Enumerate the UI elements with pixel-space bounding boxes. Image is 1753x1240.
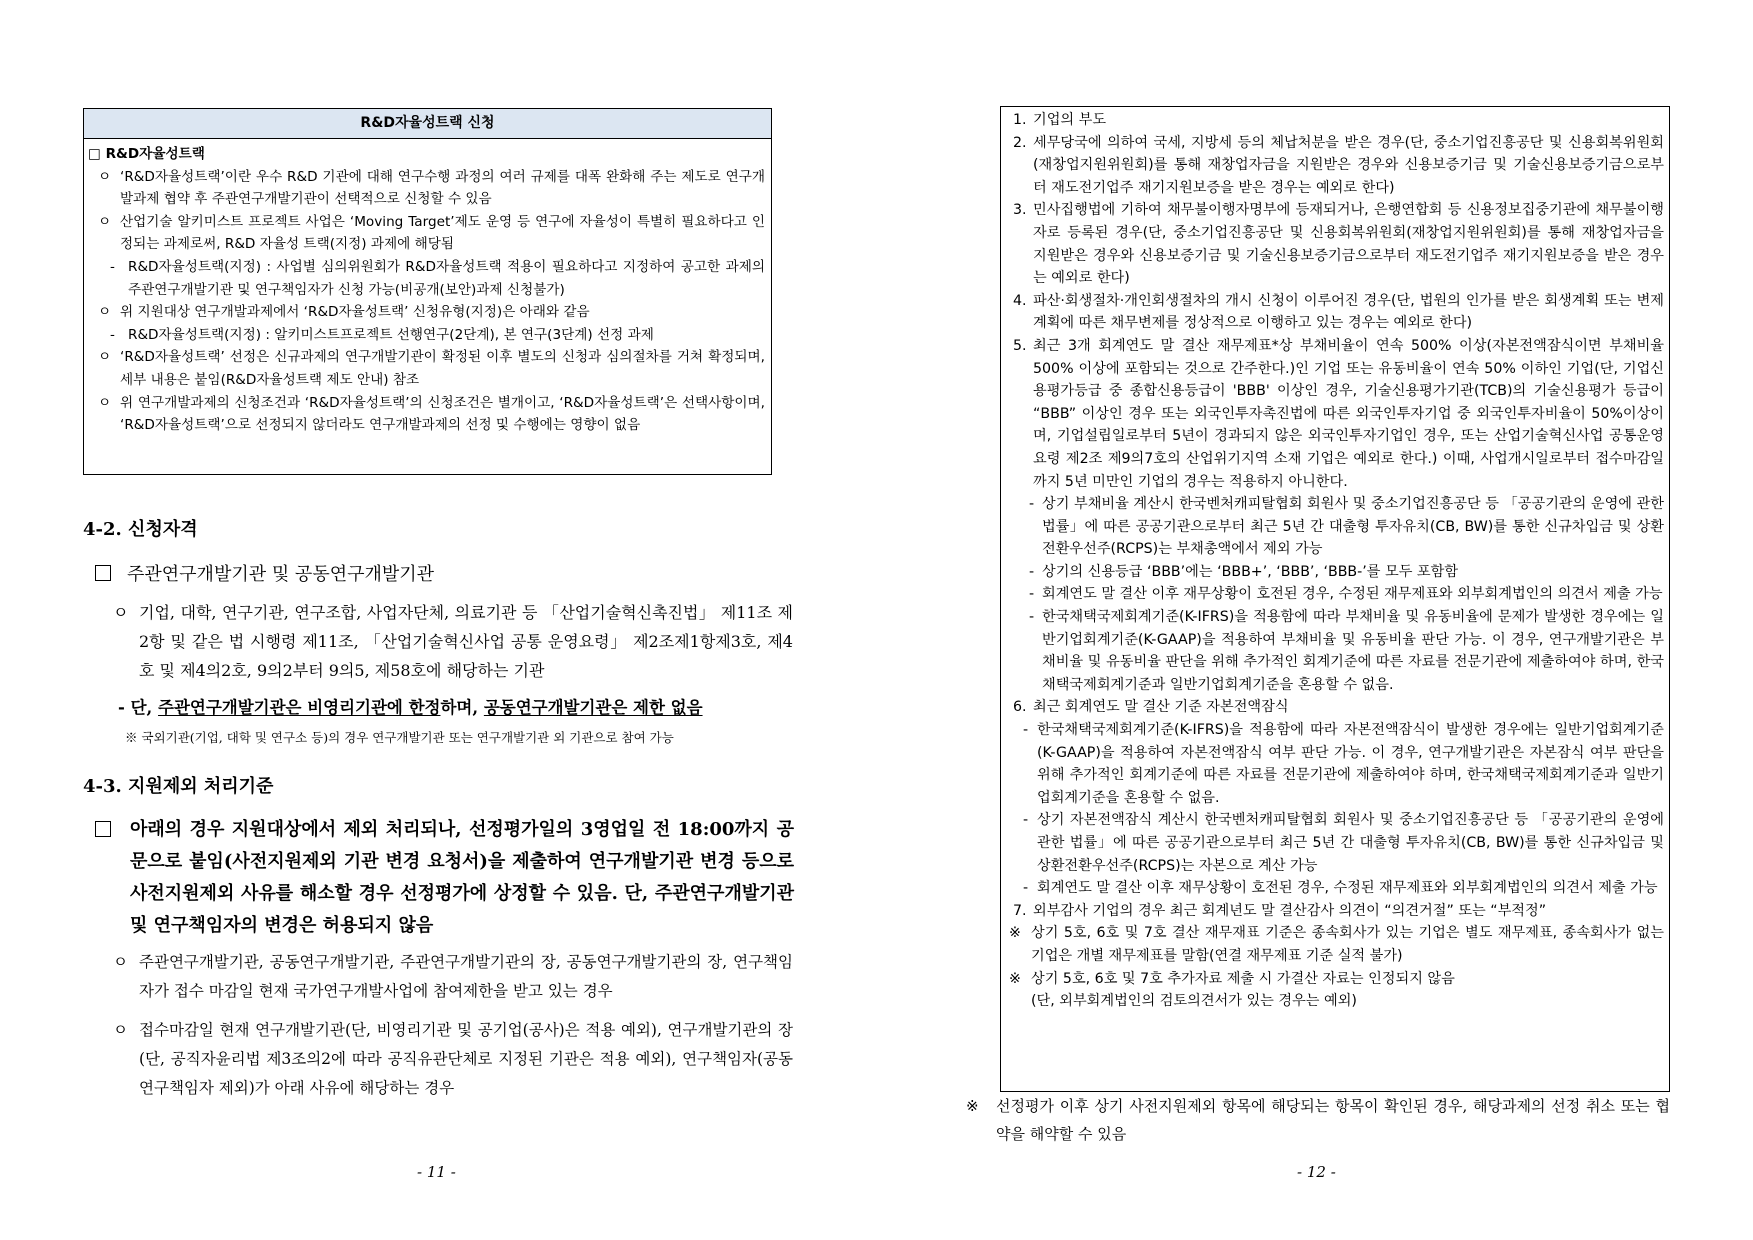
- item-marker: ㅇ: [98, 394, 112, 411]
- reason-text: 상기 자본전액잠식 계산시 한국벤처캐피탈협회 회원사 및 중소기업진흥공단 등 「공공기관의 운영에 관한 법률」에 따른 공공기관으로부터 최근 5년 간 대출형 투자유치(CB, BW)를 통한 신규차입금 및 상환전환우선주(RCPS)는 자본으로 계산 가능: [1037, 812, 1664, 874]
- item-marker: -: [110, 326, 115, 343]
- exclusion-item-1-text: 주관연구개발기관, 공동연구개발기관, 주관연구개발기관의 장, 공동연구개발기관의 장, 연구책임자가 접수 마감일 현재 국가연구개발사업에 참여제한을 받고 있는 경우: [139, 953, 793, 1000]
- reason-text: 최근 3개 회계연도 말 결산 재무제표*상 부채비율이 연속 500% 이상(자본전액잠식이면 부채비율 500% 이상에 포함되는 것으로 간주한다.)인 기업 또는 유동비율이 연속 50% 이하인 기업(단, 기업신용평가등급 중 종합신용등급이 'BBB' 이상인 경우, 기술신용평가기관(TCB)의 기술신용평가 등급이 “BBB” 이상인 경우 또는 외국인투자촉진법에 따른 외국인투자기업 중 외국인투자비율이 50%이상이며, 기업설립일로부터 5년이 경과되지 않은 외국인투자기업인 경우, 또는 산업기술혁신사업 공통운영요령 제2조 제9의7호의 산업위기지역 소재 기업은 예외로 한다.) 이때, 사업개시일로부터 접수마감일까지 5년 미만인 기업의 경우는 적용하지 아니한다.: [1033, 337, 1664, 490]
- restriction-mid: 하며,: [440, 698, 484, 717]
- restriction-line: [118, 693, 703, 722]
- reason-marker: 7.: [1013, 902, 1027, 919]
- exclusion-reason-item: [1001, 561, 1664, 584]
- exclusion-item-1: [113, 948, 793, 1006]
- item-text: 위 연구개발과제의 신청조건과 ‘R&D자율성트랙’의 신청조건은 별개이고, ‘R&D자율성트랙’은 선택사항이며, ‘R&D자율성트랙’으로 선정되지 않더라도 연구개발과제의 선정 및 수행에는 영향이 없음: [120, 394, 765, 434]
- reason-marker: -: [1029, 609, 1035, 626]
- restriction-prefix: - 단,: [118, 698, 159, 717]
- reason-text: 상기 부채비율 계산시 한국벤처캐피탈협회 회원사 및 중소기업진흥공단 등 「공공기관의 운영에 관한 법률」에 따른 공공기관으로부터 최근 5년 간 대출형 투자유치(CB, BW)를 통한 신규차입금 및 상환전환우선주(RCPS)는 부채총액에서 제외 가능: [1042, 496, 1664, 558]
- track-box-subtitle: □ R&D자율성트랙: [88, 146, 205, 162]
- circle-bullet: ㅇ: [113, 1021, 128, 1039]
- reason-text: 파산·회생절차·개인회생절차의 개시 신청이 이루어진 경우(단, 법원의 인가를 받은 회생계획 또는 변제계획에 따른 채무변제를 정상적으로 이행하고 있는 경우는 예외로 한다): [1033, 292, 1664, 332]
- reason-text: 한국채택국제회계기준(K-IFRS)을 적용함에 따라 자본전액잠식이 발생한 경우에는 일반기업회계기준(K-GAAP)을 적용하여 자본전액잠식 여부 판단 가능. 이 경우, 연구개발기관은 자본잠식 여부 판단을 위해 추가적인 회계기준에 따른 자료를 전문기관에 제출하여야 하며, 한국채택국제회계기준과 일반기업회계기준을 혼용할 수 없음.: [1037, 722, 1664, 806]
- reason-marker: -: [1023, 722, 1029, 739]
- section-4-2-title: 4-2. 신청자격: [83, 519, 198, 540]
- page-11: [0, 0, 876, 1240]
- reason-marker: 2.: [1013, 134, 1027, 151]
- circle-bullet: ㅇ: [113, 603, 129, 622]
- reason-text: 회계연도 말 결산 이후 재무상황이 호전된 경우, 수정된 재무제표와 외부회계법인의 의견서 제출 가능: [1037, 880, 1658, 897]
- box-title-text: 주관연구개발기관 및 공동연구개발기관: [127, 564, 435, 585]
- reason-text: 상기 5호, 6호 및 7호 결산 재무재표 기준은 종속회사가 있는 기업은 별도 재무제표, 종속회사가 없는 기업은 개별 재무제표를 말함(연결 재무제표 기준 실적 불가): [1031, 925, 1664, 964]
- exclusion-reason-item: [1001, 132, 1664, 200]
- restriction-lead-org: 주관연구개발기관은 비영리기관에 한정: [158, 698, 441, 717]
- square-bullet-icon: [95, 821, 111, 837]
- reason-marker: 4.: [1013, 292, 1027, 309]
- reason-marker: 1.: [1013, 112, 1027, 128]
- item-text: R&D자율성트랙(지정) : 사업별 심의위원회가 R&D자율성트랙 적용이 필요하다고 지정하여 공고한 과제의 주관연구개발기관 및 연구책임자가 신청 가능(비공개(보안)과제 신청불가): [128, 258, 765, 298]
- exclusion-reason-item: [1001, 606, 1664, 696]
- foreign-org-note: ※ 국외기관(기업, 대학 및 연구소 등)의 경우 연구개발기관 또는 연구개발기관 외 기관으로 참여 가능: [125, 730, 674, 745]
- reason-text: 기업의 부도: [1033, 112, 1107, 128]
- square-bullet-icon: [95, 565, 111, 581]
- item-text: R&D자율성트랙(지정) : 알키미스트프로젝트 선행연구(2단계), 본 연구(3단계) 선정 과제: [128, 326, 654, 343]
- exclusion-reason-item: [1001, 809, 1664, 877]
- section-4-3-box-bullet: [95, 820, 127, 841]
- rd-autonomy-track-box: [83, 108, 772, 475]
- reason-text: 민사집행법에 기하여 채무불이행자명부에 등재되거나, 은행연합회 등 신용정보집중기관에 채무불이행자로 등록된 경우(단, 중소기업진흥공단 및 신용회복위원회(재창업지원위원회)를 통해 재창업자금을 지원받은 경우와 신용보증기금 및 기술신용보증기금으로부터 재도전기업주 재기지원보증을 받은 경우는 예외로 한다): [1033, 202, 1664, 287]
- reason-text: (단, 외부회계법인의 검토의견서가 있는 경우는 예외): [1031, 993, 1357, 1010]
- exclusion-reason-item: [1001, 900, 1664, 923]
- item-marker: -: [110, 258, 115, 275]
- reason-marker: -: [1029, 563, 1035, 580]
- note-text: 선정평가 이후 상기 사전지원제외 항목에 해당되는 항목이 확인된 경우, 해당과제의 선정 취소 또는 협약을 해약할 수 있음: [996, 1097, 1670, 1143]
- track-sub-item: [88, 256, 765, 301]
- item-text: ‘R&D자율성트랙’이란 우수 R&D 기관에 대해 연구수행 과정의 여러 규제를 대폭 완화해 주는 제도로 연구개발과제 협약 후 주관연구개발기관이 선택적으로 신청할 수 있음: [120, 168, 765, 208]
- exclusion-reason-item: [1001, 290, 1664, 335]
- exclusion-reason-item: [1001, 199, 1664, 289]
- reason-text: 외부감사 기업의 경우 최근 회계년도 말 결산감사 의견이 “의견거절” 또는 “부적정”: [1033, 902, 1547, 919]
- reason-text: 세무당국에 의하여 국세, 지방세 등의 체납처분을 받은 경우(단, 중소기업진흥공단 및 신용회복위원회(재창업지원위원회)를 통해 재창업자금을 지원받은 경우와 신용보증기금 및 기술신용보증기금으로부터 재도전기업주 재기지원보증을 받은 경우는 예외로 한다): [1033, 134, 1664, 196]
- reason-marker: -: [1023, 812, 1029, 829]
- page-number: - 12 -: [1297, 1163, 1336, 1181]
- exclusion-reasons-list: [1001, 107, 1669, 1013]
- exclusion-reasons-box: [1000, 106, 1670, 1092]
- reason-text: 회계연도 말 결산 이후 재무상황이 호전된 경우, 수정된 재무제표와 외부회계법인의 의견서 제출 가능: [1042, 586, 1663, 603]
- note-marker: ※: [966, 1097, 979, 1115]
- reason-text: 상기의 신용등급 ‘BBB’에는 ‘BBB+’, ‘BBB’, ‘BBB-’를 모두 포함함: [1042, 563, 1459, 580]
- item-marker: ㅇ: [98, 213, 112, 230]
- exclusion-item-2-text: 접수마감일 현재 연구개발기관(단, 비영리기관 및 공기업(공사)은 적용 예외), 연구개발기관의 장(단, 공직자윤리법 제3조의2에 따라 공직유관단체로 지정된 기관은 적용 예외), 연구책임자(공동연구책임자 제외)가 아래 사유에 해당하는 경우: [139, 1021, 793, 1097]
- track-item: [88, 392, 765, 437]
- item-text: 산업기술 알키미스트 프로젝트 사업은 ‘Moving Target’제도 운영 등 연구에 자율성이 특별히 필요하다고 인정되는 과제로써, R&D 자율성 트랙(지정) 과제에 해당됨: [120, 213, 765, 253]
- exclusion-item-2: [113, 1016, 793, 1103]
- page-number: - 11 -: [417, 1163, 456, 1181]
- track-item: [88, 166, 765, 211]
- track-box-header: R&D자율성트랙 신청: [84, 109, 771, 139]
- reason-text: 최근 회계연도 말 결산 기준 자본전액잠식: [1033, 699, 1289, 716]
- track-sub-item: [88, 324, 765, 347]
- reason-text: 한국채택국제회계기준(K-IFRS)을 적용함에 따라 부채비율 및 유동비율에 문제가 발생한 경우에는 일반기업회계기준(K-GAAP)을 적용하여 부채비율 및 유동비율 판단 가능. 이 경우, 연구개발기관은 부채비율 및 유동비율 판단을 위해 추가적인 회계기준에 따른 자료를 전문기관에 제출하여야 하며, 한국채택국제회계기준과 일반기업회계기준을 혼용할 수 없음.: [1042, 609, 1664, 693]
- section-4-2-box-title: [95, 560, 434, 586]
- circle-bullet: ㅇ: [113, 953, 128, 971]
- exclusion-reason-item: [1001, 877, 1664, 900]
- reason-marker: ※: [1009, 925, 1021, 942]
- item-marker: ㅇ: [98, 304, 112, 321]
- track-item: [88, 346, 765, 391]
- track-box-body: [84, 139, 771, 437]
- reason-marker: -: [1029, 586, 1035, 603]
- item-marker: ㅇ: [98, 349, 112, 366]
- exclusion-reason-item: [1001, 696, 1664, 719]
- exclusion-reason-item: [1001, 719, 1664, 809]
- exclusion-reason-item: [1001, 990, 1664, 1013]
- reason-marker: ※: [1009, 970, 1021, 987]
- track-item: [88, 211, 765, 256]
- exclusion-reason-item: [1001, 493, 1664, 561]
- exclusion-criteria-text: 아래의 경우 지원대상에서 제외 처리되나, 선정평가일의 3영업일 전 18:00까지 공문으로 붙임(사전지원제외 기관 변경 요청서)을 제출하여 연구개발기관 변경 등으로 사전지원제외 사유를 해소할 경우 선정평가에 상정할 수 있음. 단, 주관연구개발기관 및 연구책임자의 변경은 허용되지 않음: [130, 819, 794, 936]
- restriction-joint-org: 공동연구개발기관은 제한 없음: [483, 698, 703, 717]
- reason-marker: -: [1029, 496, 1035, 513]
- reason-marker: -: [1023, 880, 1029, 897]
- exclusion-reason-item: [1001, 922, 1664, 967]
- reason-marker: 3.: [1013, 202, 1027, 219]
- exclusion-reason-item: [1001, 968, 1664, 991]
- post-evaluation-note: [966, 1092, 1670, 1148]
- item-marker: ㅇ: [98, 168, 112, 185]
- section-4-3-title: 4-3. 지원제외 처리기준: [83, 776, 274, 797]
- reason-text: 상기 5호, 6호 및 7호 추가자료 제출 시 가결산 자료는 인정되지 않음: [1031, 970, 1455, 987]
- exclusion-reason-item: [1001, 109, 1664, 132]
- section-4-2-item: [113, 598, 793, 685]
- exclusion-reason-item: [1001, 335, 1664, 493]
- track-item: [88, 301, 765, 324]
- reason-marker: 6.: [1013, 699, 1027, 716]
- reason-marker: 5.: [1013, 337, 1027, 354]
- exclusion-reason-item: [1001, 583, 1664, 606]
- item-text: ‘R&D자율성트랙’ 선정은 신규과제의 연구개발기관이 확정된 이후 별도의 신청과 심의절차를 거쳐 확정되며, 세부 내용은 붙임(R&D자율성트랙 제도 안내) 참조: [120, 349, 765, 388]
- eligibility-text: 기업, 대학, 연구기관, 연구조합, 사업자단체, 의료기관 등 「산업기술혁신촉진법」 제11조 제2항 및 같은 법 시행령 제11조, 「산업기술혁신사업 공통 운영요령」 제2조제1항제3호, 제4호 및 제4의2호, 9의2부터 9의5, 제58호에 해당하는 기관: [139, 603, 793, 680]
- item-text: 위 지원대상 연구개발과제에서 ‘R&D자율성트랙’ 신청유형(지정)은 아래와 같음: [120, 304, 590, 321]
